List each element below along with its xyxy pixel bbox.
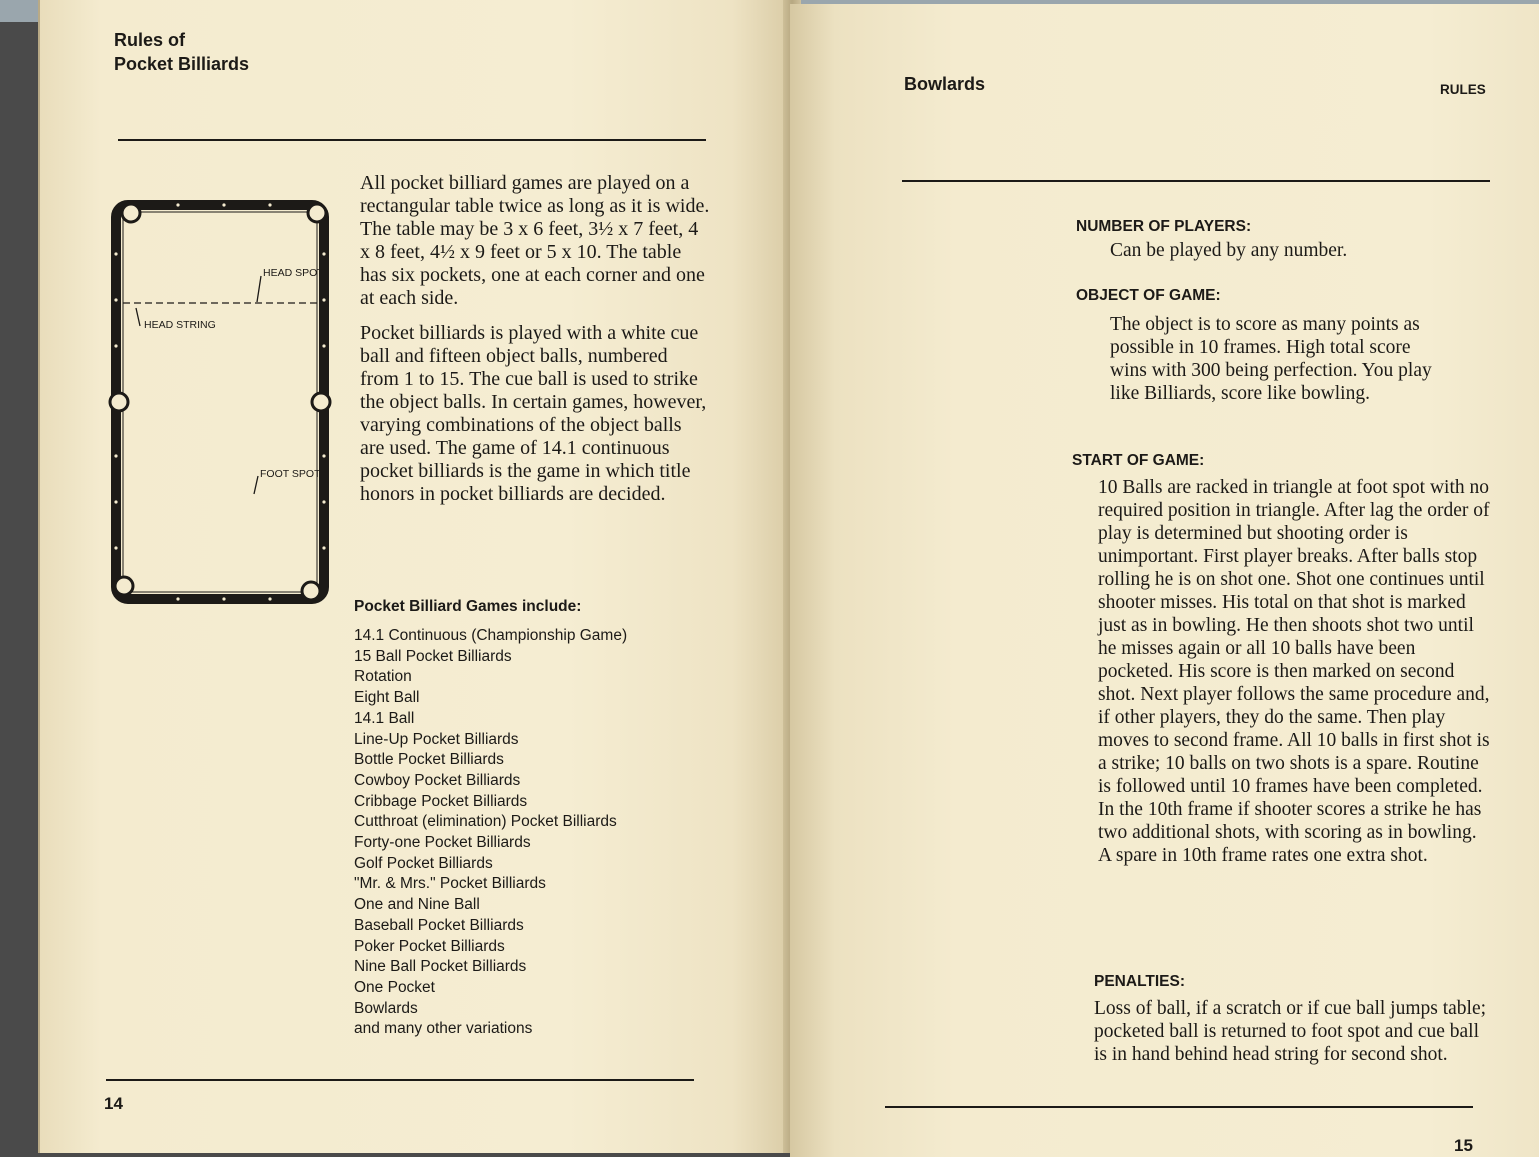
right-page: [790, 4, 1539, 1157]
head-spot-label: HEAD SPOT: [263, 267, 324, 279]
header-rule: [118, 139, 706, 141]
left-page-header: [114, 28, 249, 76]
section-body-players: Can be played by any number.: [1110, 240, 1348, 261]
pocket-side-left: [110, 393, 128, 411]
list-item: Cribbage Pocket Billiards: [354, 792, 528, 810]
list-item: One and Nine Ball: [354, 896, 480, 914]
list-item: Cutthroat (elimination) Pocket Billiards: [354, 813, 617, 831]
head-string-label: HEAD STRING: [144, 319, 216, 331]
intro-text: [360, 172, 710, 506]
section-heading-object: OBJECT OF GAME:: [1076, 287, 1221, 304]
footer-rule: [106, 1079, 694, 1081]
left-page: [38, 0, 792, 1153]
list-item: Line-Up Pocket Billiards: [354, 730, 519, 748]
games-heading: Pocket Billiard Games include:: [354, 598, 582, 615]
pocket-top-left: [122, 204, 140, 222]
list-item: 14.1 Ball: [354, 709, 415, 727]
section-heading-start: START OF GAME:: [1072, 452, 1205, 469]
list-item: Cowboy Pocket Billiards: [354, 771, 521, 789]
list-item: One Pocket: [354, 978, 435, 996]
paragraph-balls: Pocket billiards is played with a white cue ball and fifteen object balls, numbered from 1 to 15. The cue ball is used to strike the object balls. In certain games, however, varying combinations of the object balls are used. The game of 14.1 continuous pocket billiards is the game in which title honors in pocket billiards are decided.: [360, 322, 707, 505]
header-line-2: Pocket Billiards: [114, 54, 250, 74]
section-heading-penalties: PENALTIES:: [1094, 973, 1185, 990]
right-page-title: Bowlards: [904, 74, 986, 94]
list-item: Bottle Pocket Billiards: [354, 751, 504, 769]
list-item: and many other variations: [354, 1020, 533, 1038]
list-item: Golf Pocket Billiards: [354, 854, 493, 872]
list-item: 14.1 Continuous (Championship Game): [354, 627, 628, 644]
list-item: Poker Pocket Billiards: [354, 937, 505, 955]
section-body-penalties: Loss of ball, if a scratch or if cue ball jumps table; pocketed ball is returned to foot spot and cue ball is in hand behind head string for second shot.: [1094, 998, 1487, 1065]
pool-table-diagram: [106, 196, 338, 610]
foot-spot-pointer: [254, 476, 258, 494]
list-item: "Mr. & Mrs." Pocket Billiards: [354, 875, 546, 893]
games-list: [354, 626, 684, 1040]
list-item: Bowlards: [354, 999, 418, 1017]
list-item: Nine Ball Pocket Billiards: [354, 958, 527, 976]
footer-rule: [885, 1106, 1473, 1108]
pocket-top-right: [308, 204, 326, 222]
section-heading-players: NUMBER OF PLAYERS:: [1076, 218, 1252, 235]
pocket-side-right: [312, 393, 330, 411]
list-item: Eight Ball: [354, 689, 420, 707]
section-heading-wrap: [1076, 218, 1252, 236]
list-item: 15 Ball Pocket Billiards: [354, 647, 512, 665]
games-section: [354, 598, 684, 1040]
list-item: Forty-one Pocket Billiards: [354, 834, 531, 852]
head-string-pointer: [136, 308, 140, 326]
paragraph-table: All pocket billiard games are played on a rectangular table twice as long as it is wide. The table may be 3 x 6 feet, 3½ x 7 feet, 4 x 8 feet, 4½ x 9 feet or 5 x 10. The table has six pockets, one at each corner and one at each side.: [360, 172, 710, 309]
list-item: Baseball Pocket Billiards: [354, 916, 524, 934]
pocket-bottom-left: [115, 577, 133, 595]
page-number: 14: [104, 1094, 123, 1113]
rules-tag: RULES: [1440, 82, 1486, 97]
list-item: Rotation: [354, 668, 412, 686]
title-rule: [902, 180, 1490, 182]
header-line-1: Rules of: [114, 30, 186, 50]
section-body-start: 10 Balls are racked in triangle at foot spot with no required position in triangle. After lag the order of play is determined but shooting order is unimportant. First player breaks. After balls stop rolling he is on shot one. Shot one continues until shooter misses. His total on that shot is marked just as in bowling. He then shoots shot two until he misses again or all 10 balls have been pocketed. His score is then marked on second shot. Next player follows the same procedure and, if other players, they do the same. Then play moves to second frame. All 10 balls in first shot is a strike; 10 balls on two shots is a spare. Routine is followed until 10 frames have been completed. In the 10th frame if shooter scores a strike he has two additional shots, with scoring as in bowling. A spare in 10th frame rates one extra shot.: [1098, 477, 1490, 866]
head-spot-pointer: [257, 276, 261, 302]
section-body-object: The object is to score as many points as possible in 10 frames. High total score wins with 300 being perfection. You play like Billiards, score like bowling.: [1110, 314, 1432, 404]
table-rail: [116, 205, 324, 599]
foot-spot-label: FOOT SPOT: [260, 468, 321, 480]
page-number: 15: [1454, 1136, 1473, 1155]
pocket-bottom-right: [302, 582, 320, 600]
